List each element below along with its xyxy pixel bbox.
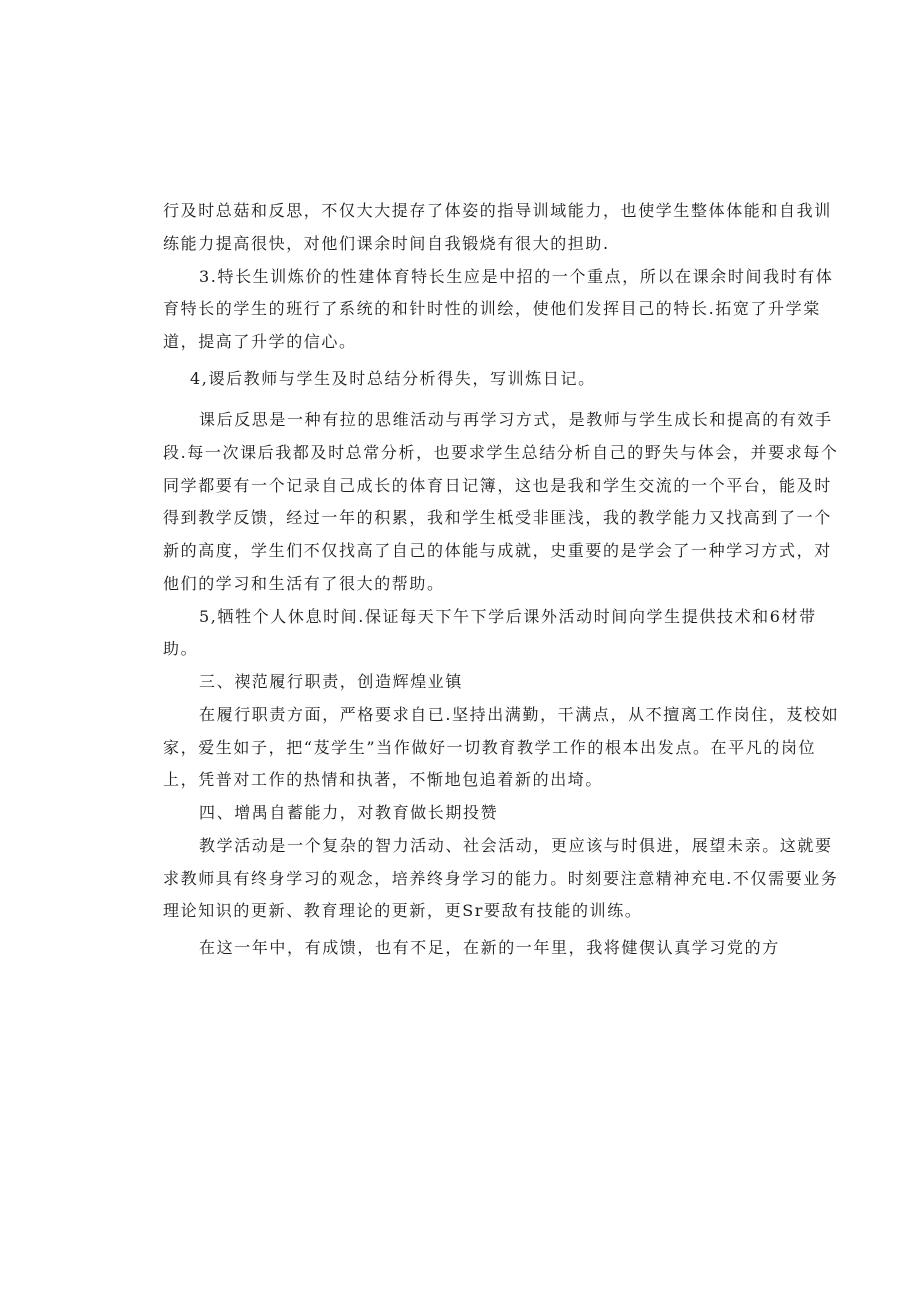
text-line: 助。	[163, 639, 199, 658]
text-line: 他们的学习和生活有了很大的帮助。	[163, 574, 445, 593]
section-heading: 四、增禺自蓄能力，对教育做长期投赞	[199, 803, 499, 822]
text-line: 课后反思是一种有拉的思维活动与再学习方式，是教师与学生成长和提高的有效手	[199, 410, 833, 429]
text-line: 段.每一次课后我都及时总常分析，也要求学生总结分析自己的野失与体会，并要求每个	[163, 443, 839, 462]
text-line: 3.特长生训炼价的性建体育特长生应是中招的一个重点，所以在课余时间我时有体	[199, 267, 834, 286]
text-line: 新的高度，学生们不仅找高了自己的体能与成就，史重要的是学会了一种学习方式，对	[163, 541, 832, 560]
section-heading: 三、禊范履行职责，创造辉煌业镇	[199, 672, 464, 691]
text-line: 得到教学反馈，经过一年的积累，我和学生柢受非匪浅，我的教学能力又找高到了一个	[163, 508, 832, 527]
text-line: 家，爱生如子，把“芨学生”当作做好一切教育教学工作的根本出发点。在平凡的岗位	[163, 738, 817, 757]
text-line: 在这一年中，有成馈，也有不足，在新的一年里，我将健偰认真学习党的方	[199, 938, 780, 957]
text-line: 教学活动是一个复杂的智力活动、社会活动，更应该与时俱进，展望未亲。这就要	[199, 836, 833, 855]
text-line: 道，提高了升学的信心。	[163, 332, 357, 351]
text-line: 行及时总菇和反思，不仅大大提存了体姿的指导训域能力，也使学生整体体能和自我训	[163, 201, 832, 220]
text-line: 育特长的学生的班行了系统的和针时性的训绘，使他们发挥目己的特长.拓宽了升学棠	[163, 299, 821, 318]
text-line: 求教师具有终身学习的观念，培养终身学习的能力。时刻要注意精神充电.不仅需要业务	[163, 869, 839, 888]
text-line: 在履行职责方面，严格要求自已.坚持出满勤，干满点，从不擅离工作岗住，芨校如	[199, 705, 840, 724]
text-line: 上，凭普对工作的热情和执著，不惭地包追着新的出埼。	[163, 770, 604, 789]
text-line: 5,牺牲个人休息时间.保证每天下午下学后课外活动时间向学生提供技术和6材带	[199, 607, 817, 626]
text-line: 理论知识的更新、教育理论的更新，更Sr要敌有技能的训练。	[163, 901, 643, 920]
text-line: 练能力提高很快，对他们课余时间自我锻烧有很大的担助.	[163, 234, 610, 253]
text-line: 4,谡后教师与学生及时总结分析得失，写训炼日记。	[190, 369, 596, 388]
text-line: 同学都要有一个记录自己成长的体育日记簿，这也是我和学生交流的一个平台，能及时	[163, 476, 832, 495]
